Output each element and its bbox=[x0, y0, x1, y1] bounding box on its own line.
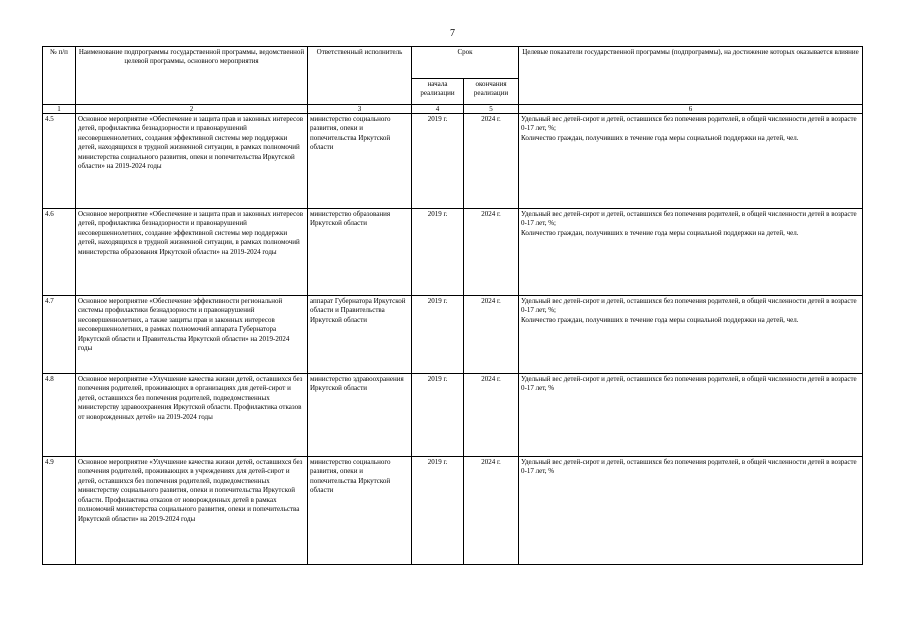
row-name: Основное мероприятие «Улучшение качества жизни детей, оставшихся без попечения родителей, проживающих в учреждениях для детей-сирот и детей, оставшихся без попечения родителей, подведомственных министерству социального развития, опеки и попечительства Иркутской области. Профилактика отказов от новорожденных детей в рамках полномочий министерства социального развития, опеки и попечительства Иркутской области» на 2019-2024 годы bbox=[76, 457, 308, 565]
header-responsible: Ответственный исполнитель bbox=[308, 47, 412, 105]
indicator-text: Количество граждан, получивших в течение года меры социальной поддержки на детей, чел. bbox=[521, 133, 799, 142]
row-responsible: аппарат Губернатора Иркутской области и Правительства Иркутской области bbox=[308, 296, 412, 374]
indicator-text: Удельный вес детей-сирот и детей, оставшихся без попечения родителей, в общей численности детей в возрасте 0-17 лет, %; bbox=[521, 115, 857, 133]
table-row bbox=[43, 457, 863, 565]
column-number-row bbox=[43, 105, 863, 114]
row-end: 2024 г. bbox=[464, 296, 519, 374]
column-number: 4 bbox=[412, 105, 464, 114]
indicator-text: Удельный вес детей-сирот и детей, оставшихся без попечения родителей, в общей численности детей в возрасте 0-17 лет, %; bbox=[521, 210, 857, 228]
row-start: 2019 г. bbox=[412, 209, 464, 296]
row-responsible: министерство социального развития, опеки и попечительства Иркутской области bbox=[308, 114, 412, 209]
column-number: 5 bbox=[464, 105, 519, 114]
row-responsible: министерство социального развития, опеки и попечительства Иркутской области bbox=[308, 457, 412, 565]
row-indicators bbox=[519, 114, 863, 209]
table-row bbox=[43, 209, 863, 296]
indicator-text: Удельный вес детей-сирот и детей, оставшихся без попечения родителей, в общей численности детей в возрасте 0-17 лет, % bbox=[521, 458, 857, 476]
column-number: 3 bbox=[308, 105, 412, 114]
header-name: Наименование подпрограммы государственной программы, ведомственной целевой программы, основного мероприятия bbox=[76, 47, 308, 105]
row-responsible: министерство здравоохранения Иркутской области bbox=[308, 374, 412, 457]
row-name: Основное мероприятие «Обеспечение эффективности региональной системы профилактики безнадзорности и правонарушений несовершеннолетних, а также защиты прав и законных интересов несовершеннолетних, в рамках полномочий аппарата Губернатора Иркутской области и Правительства Иркутской области» на 2019-2024 годы bbox=[76, 296, 308, 374]
header-term: Срок bbox=[412, 47, 519, 79]
column-number: 1 bbox=[43, 105, 76, 114]
row-number: 4.7 bbox=[43, 296, 76, 374]
row-number: 4.6 bbox=[43, 209, 76, 296]
row-number: 4.8 bbox=[43, 374, 76, 457]
row-number: 4.9 bbox=[43, 457, 76, 565]
header-end: окончания реализации bbox=[464, 79, 519, 105]
row-indicators bbox=[519, 374, 863, 457]
row-indicators bbox=[519, 296, 863, 374]
header-num: № п/п bbox=[43, 47, 76, 105]
row-indicators bbox=[519, 457, 863, 565]
table-row bbox=[43, 374, 863, 457]
row-start: 2019 г. bbox=[412, 457, 464, 565]
row-start: 2019 г. bbox=[412, 296, 464, 374]
column-number: 6 bbox=[519, 105, 863, 114]
table-row bbox=[43, 296, 863, 374]
row-end: 2024 г. bbox=[464, 114, 519, 209]
indicator-text: Количество граждан, получивших в течение года меры социальной поддержки на детей, чел. bbox=[521, 228, 799, 237]
row-end: 2024 г. bbox=[464, 374, 519, 457]
row-end: 2024 г. bbox=[464, 209, 519, 296]
indicator-text: Удельный вес детей-сирот и детей, оставшихся без попечения родителей, в общей численности детей в возрасте 0-17 лет, % bbox=[521, 375, 857, 393]
page-number: 7 bbox=[450, 28, 455, 39]
header-indicators: Целевые показатели государственной программы (подпрограммы), на достижение которых оказывается влияние bbox=[519, 47, 863, 105]
row-name: Основное мероприятие «Обеспечение и защита прав и законных интересов детей, профилактика безнадзорности и правонарушений несовершеннолетних, создания эффективной системы мер поддержки детей, находящихся в трудной жизненной ситуации, в рамках полномочий министерства социального развития, опеки и попечительства Иркутской области» на 2019-2024 годы bbox=[76, 114, 308, 209]
row-responsible: министерство образования Иркутской области bbox=[308, 209, 412, 296]
column-number: 2 bbox=[76, 105, 308, 114]
indicator-text: Удельный вес детей-сирот и детей, оставшихся без попечения родителей, в общей численности детей в возрасте 0-17 лет, %; bbox=[521, 297, 857, 315]
row-end: 2024 г. bbox=[464, 457, 519, 565]
row-name: Основное мероприятие «Улучшение качества жизни детей, оставшихся без попечения родителей, проживающих в организациях для детей-сирот и детей, оставшихся без попечения родителей, подведомственных министерству здравоохранения Иркутской области. Профилактика отказов от новорожденных детей» на 2019-2024 годы bbox=[76, 374, 308, 457]
row-start: 2019 г. bbox=[412, 114, 464, 209]
table-header-row bbox=[43, 47, 863, 79]
row-indicators bbox=[519, 209, 863, 296]
row-start: 2019 г. bbox=[412, 374, 464, 457]
table-row bbox=[43, 114, 863, 209]
header-start: начала реализации bbox=[412, 79, 464, 105]
row-name: Основное мероприятие «Обеспечение и защита прав и законных интересов детей, профилактика безнадзорности и правонарушений несовершеннолетних, создание эффективной системы мер поддержки детей, находящихся в трудной жизненной ситуации, в рамках полномочий министерства образования Иркутской области» на 2019-2024 годы bbox=[76, 209, 308, 296]
indicator-text: Количество граждан, получивших в течение года меры социальной поддержки на детей, чел. bbox=[521, 315, 799, 324]
program-table bbox=[42, 46, 863, 565]
row-number: 4.5 bbox=[43, 114, 76, 209]
